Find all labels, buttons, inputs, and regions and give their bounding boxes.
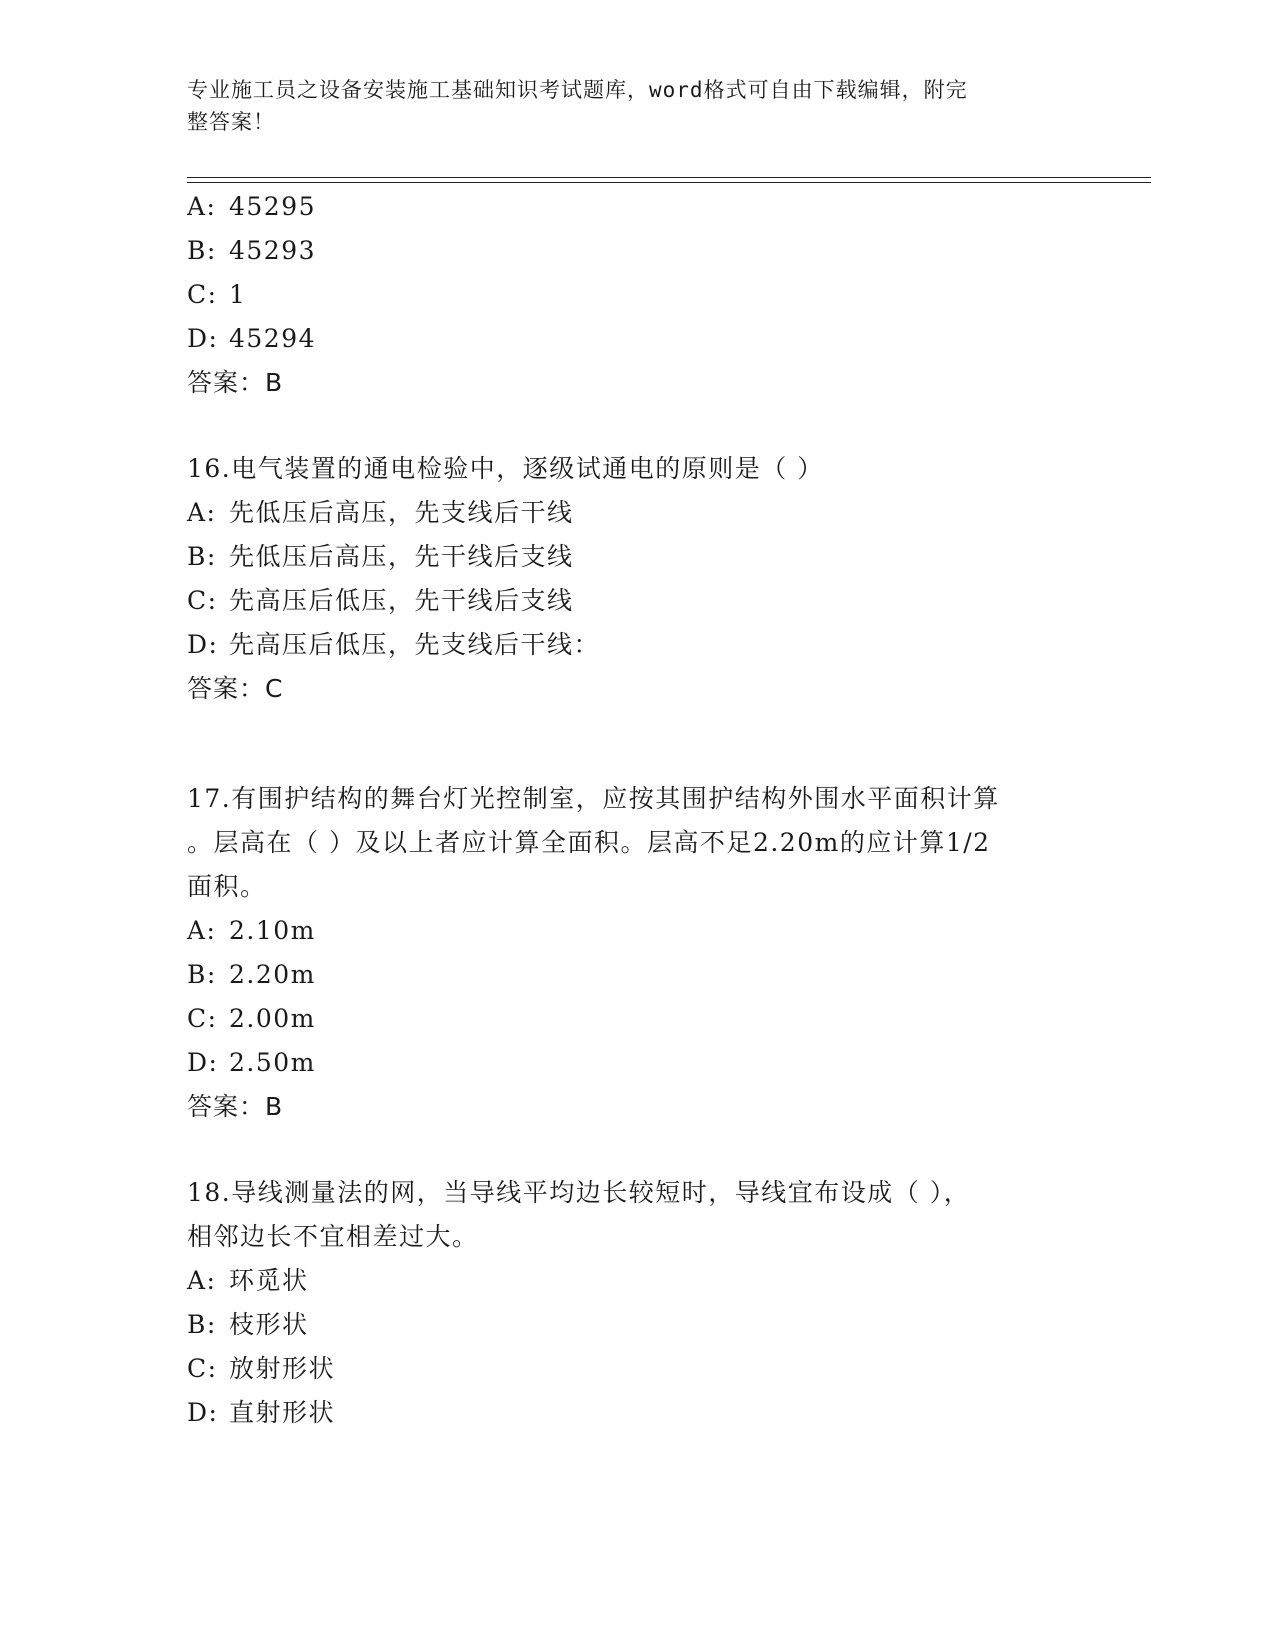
q16-option-b: B: 先低压后高压，先干线后支线 xyxy=(187,542,574,571)
header-divider-bottom xyxy=(187,182,1151,183)
q18-option-a: A: 环觅状 xyxy=(187,1266,309,1295)
q17-answer: 答案：B xyxy=(187,1092,284,1121)
q18-option-d: D: 直射形状 xyxy=(187,1398,336,1427)
q17-stem-line-1: 17.有围护结构的舞台灯光控制室，应按其围护结构外围水平面积计算 xyxy=(187,784,1000,813)
q18-stem-line-1: 18.导线测量法的网，当导线平均边长较短时，导线宜布设成（ ）， xyxy=(187,1178,971,1207)
header-line-2: 整答案！ xyxy=(187,110,275,134)
header-line-1: 专业施工员之设备安装施工基础知识考试题库，word格式可自由下载编辑，附完 xyxy=(187,78,968,102)
q15-answer: 答案：B xyxy=(187,368,284,397)
q17-stem-line-2: 。层高在（ ）及以上者应计算全面积。层高不足2.20m的应计算1/2 xyxy=(187,828,991,857)
q16-option-a: A: 先低压后高压，先支线后干线 xyxy=(187,498,574,527)
q17-option-b: B: 2.20m xyxy=(187,960,316,989)
q15-option-b: B: 45293 xyxy=(187,236,317,265)
q18-option-c: C: 放射形状 xyxy=(187,1354,336,1383)
q15-option-d: D: 45294 xyxy=(187,324,317,353)
q17-option-a: A: 2.10m xyxy=(187,916,316,945)
q15-option-c: C: 1 xyxy=(187,280,247,309)
q17-option-c: C: 2.00m xyxy=(187,1004,316,1033)
q18-option-b: B: 枝形状 xyxy=(187,1310,309,1339)
document-header xyxy=(187,74,1067,138)
q16-answer: 答案：C xyxy=(187,674,284,703)
q16-option-c: C: 先高压后低压，先干线后支线 xyxy=(187,586,574,615)
q15-option-a: A: 45295 xyxy=(187,192,317,221)
q18-stem-line-2: 相邻边长不宜相差过大。 xyxy=(187,1222,479,1251)
header-divider-top xyxy=(187,177,1151,178)
q17-option-d: D: 2.50m xyxy=(187,1048,316,1077)
q16-stem: 16.电气装置的通电检验中，逐级试通电的原则是（ ） xyxy=(187,454,824,483)
q16-option-d: D: 先高压后低压，先支线后干线： xyxy=(187,630,601,659)
q17-stem-line-3: 面积。 xyxy=(187,872,267,901)
